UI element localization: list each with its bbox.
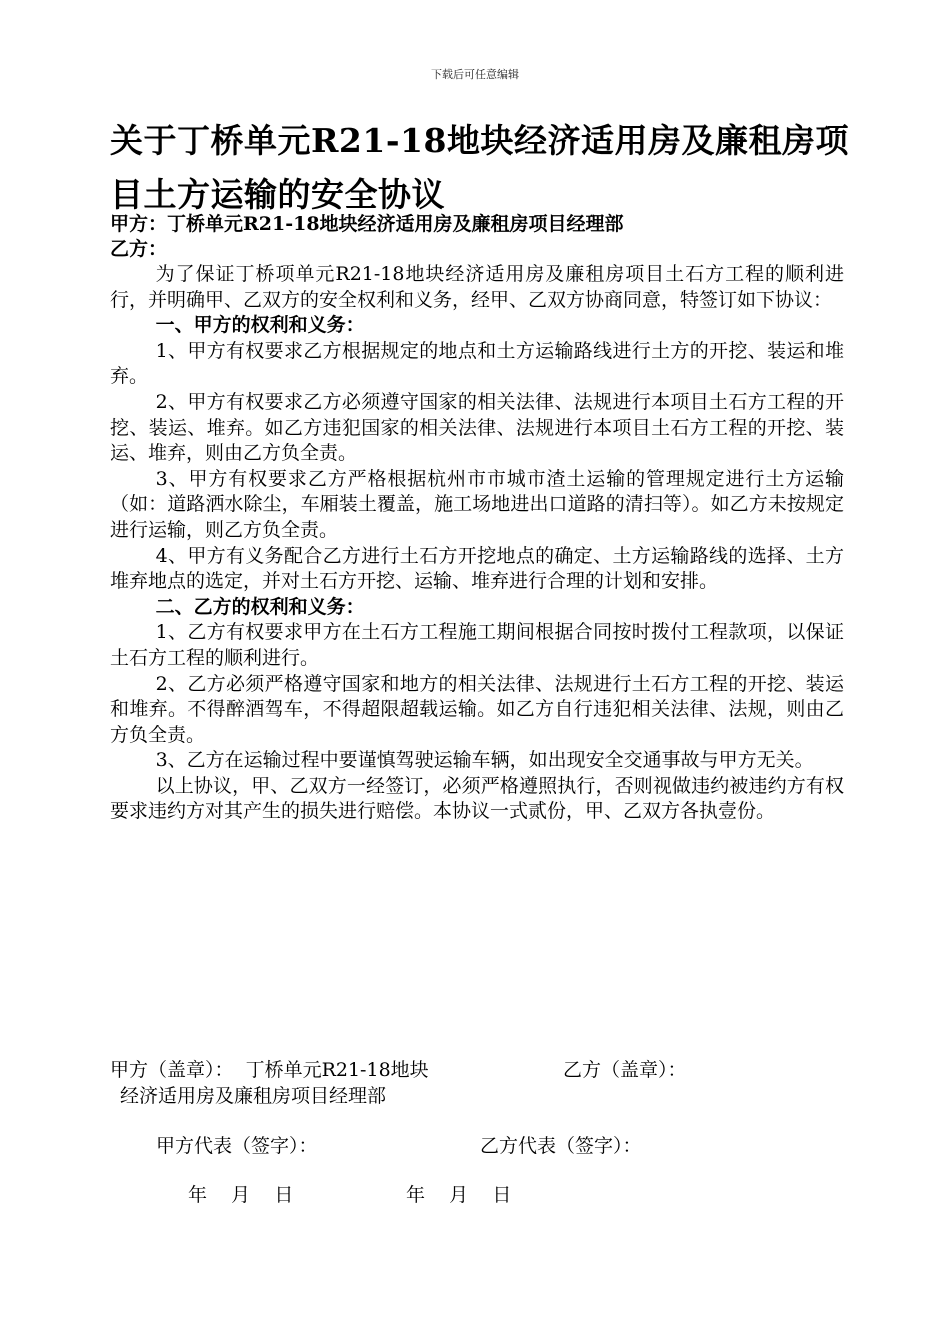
party-a-seal-label: 甲方（盖章）： 丁桥单元R21-18地块 (110, 1059, 429, 1081)
section-heading-party-b: 二、乙方的权利和义务： (155, 595, 365, 618)
clause-a4: 4、甲方有义务配合乙方进行土石方开挖地点的确定、土方运输路线的选择、土方堆弃地点的选定，并对土石方开挖、运输、堆弃进行合理的计划和安排。 (110, 544, 844, 593)
party-a-seal-org: 经济适用房及廉租房项目经理部 (120, 1085, 387, 1107)
party-a-rep-label: 甲方代表（签字）： (156, 1135, 318, 1157)
party-a-line: 甲方：丁桥单元R21-18地块经济适用房及廉租房项目经理部 (110, 213, 624, 235)
agreement-body (110, 262, 844, 825)
header-note: 下载后可任意编辑 (431, 68, 519, 81)
party-a-date: 年 月 日 (188, 1184, 294, 1206)
clause-b2: 2、乙方必须严格遵守国家和地方的相关法律、法规进行土石方工程的开挖、装运和堆弃。不得醉酒驾车，不得超限超载运输。如乙方自行违犯相关法律、法规，则由乙方负全责。 (110, 672, 844, 746)
party-b-rep-label: 乙方代表（签字）： (480, 1135, 642, 1157)
party-b-seal-label: 乙方（盖章）： (563, 1059, 687, 1081)
clause-a2: 2、甲方有权要求乙方必须遵守国家的相关法律、法规进行本项目土石方工程的开挖、装运、堆弃。如乙方违犯国家的相关法律、法规进行本项目土石方工程的开挖、装运、堆弃，则由乙方负全责。 (110, 390, 844, 465)
party-b-line: 乙方： (110, 238, 168, 260)
closing-paragraph: 以上协议，甲、乙双方一经签订，必须严格遵照执行，否则视做违约被违约方有权要求违约方对其产生的损失进行赔偿。本协议一式贰份，甲、乙双方各执壹份。 (110, 774, 844, 823)
clause-b1: 1、乙方有权要求甲方在土石方工程施工期间根据合同按时拨付工程款项，以保证土石方工程的顺利进行。 (110, 621, 844, 669)
clause-b3: 3、乙方在运输过程中要谨慎驾驶运输车辆，如出现安全交通事故与甲方无关。 (155, 749, 814, 772)
section-heading-party-a: 一、甲方的权利和义务： (155, 314, 365, 337)
intro-paragraph: 为了保证丁桥项单元R21-18地块经济适用房及廉租房项目土石方工程的顺利进行，并明确甲、乙双方的安全权利和义务，经甲、乙双方协商同意，特签订如下协议： (110, 263, 844, 311)
clause-a1: 1、甲方有权要求乙方根据规定的地点和土方运输路线进行土方的开挖、装运和堆弃。 (110, 339, 844, 388)
party-b-date: 年 月 日 (406, 1184, 512, 1206)
document-title: 关于丁桥单元R21-18地块经济适用房及廉租房项目土方运输的安全协议 (110, 121, 849, 214)
clause-a3: 3、甲方有权要求乙方严格根据杭州市市城市渣土运输的管理规定进行土方运输（如：道路洒水除尘，车厢装土覆盖，施工场地进出口道路的清扫等）。如乙方未按规定进行运输，则乙方负全责。 (110, 467, 844, 541)
